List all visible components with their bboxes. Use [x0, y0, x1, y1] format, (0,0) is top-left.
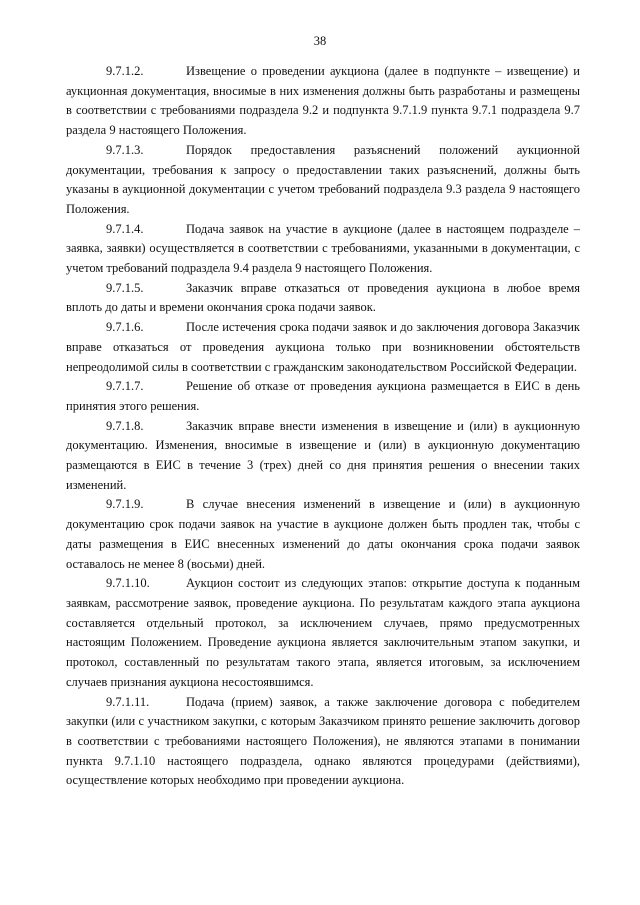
paragraph-9-7-1-5 — [66, 279, 580, 318]
paragraph-9-7-1-3 — [66, 141, 580, 220]
paragraph-9-7-1-11 — [66, 693, 580, 792]
paragraph-9-7-1-7 — [66, 377, 580, 416]
paragraph-9-7-1-4 — [66, 220, 580, 279]
paragraph-text: Заказчик вправе внести изменения в извещение и (или) в аукционную документацию. Изменения, вносимые в извещение и (или) в аукционную документацию размещаются в ЕИС в течение 3 (трех) дней со дня принятия решения о внесении таких изменений. — [66, 418, 580, 492]
paragraph-9-7-1-2 — [66, 62, 580, 141]
document-body — [66, 62, 580, 791]
paragraph-number: 9.7.1.6. — [106, 320, 144, 335]
paragraph-number: 9.7.1.5. — [106, 280, 144, 295]
paragraph-number: 9.7.1.3. — [106, 142, 144, 157]
paragraph-number: 9.7.1.10. — [106, 576, 150, 591]
paragraph-text: Решение об отказе от проведения аукциона размещается в ЕИС в день принятия этого решения. — [66, 379, 580, 413]
paragraph-text: После истечения срока подачи заявок и до заключения договора Заказчик вправе отказаться от проведения аукциона только при возникновении обстоятельств непреодолимой силы в соответствии с гражданским законодательством Российской Федерации. — [66, 320, 580, 374]
paragraph-text: Извещение о проведении аукциона (далее в подпункте – извещение) и аукционная документация, вносимые в них изменения должны быть разработаны и размещены в соответствии с требованиями подраздела 9.2 и подпункта 9.7.1.9 пункта 9.7.1 подраздела 9.7 раздела 9 настоящего Положения. — [66, 64, 580, 138]
paragraph-number: 9.7.1.8. — [106, 418, 144, 433]
paragraph-9-7-1-9 — [66, 495, 580, 574]
paragraph-number: 9.7.1.11. — [106, 694, 150, 709]
paragraph-text: Заказчик вправе отказаться от проведения аукциона в любое время вплоть до даты и времени окончания срока подачи заявок. — [66, 280, 580, 315]
page-number: 38 — [313, 34, 327, 48]
paragraph-text: В случае внесения изменений в извещение и (или) в аукционную документацию срок подачи заявок на участие в аукционе должен быть продлен так, чтобы с даты размещения в ЕИС внесенных изменений до даты окончания срока подачи заявок оставалось не менее 8 (восьми) дней. — [66, 497, 580, 571]
paragraph-9-7-1-8 — [66, 417, 580, 496]
paragraph-number: 9.7.1.9. — [106, 497, 144, 512]
paragraph-text: Порядок предоставления разъяснений положений аукционной документации, требования к запросу о предоставлении таких разъяснений, должны быть указаны в аукционной документации с учетом требований подраздела 9.3 раздела 9 настоящего Положения. — [66, 142, 580, 216]
paragraph-9-7-1-6 — [66, 318, 580, 377]
paragraph-text: Подача заявок на участие в аукционе (далее в настоящем подразделе – заявка, заявки) осуществляется в соответствии с требованиями, указанными в документации, с учетом требований подраздела 9.4 раздела 9 настоящего Положения. — [66, 221, 580, 276]
paragraph-9-7-1-10 — [66, 574, 580, 692]
paragraph-number: 9.7.1.7. — [106, 379, 144, 394]
paragraph-number: 9.7.1.4. — [106, 221, 144, 236]
paragraph-text: Аукцион состоит из следующих этапов: открытие доступа к поданным заявкам, рассмотрение заявок, проведение аукциона. По результатам каждого этапа аукциона составляется отдельный протокол, за исключением случаев, прямо предусмотренных настоящим Положением. Проведение аукциона является заключительным этапом закупки, и протокол, составленный по результатам такого этапа, является итоговым, за исключением случаев признания аукциона несостоявшимся. — [66, 576, 580, 689]
paragraph-text: Подача (прием) заявок, а также заключение договора с победителем закупки (или с участником закупки, с которым Заказчиком принято решение заключить договор в соответствии с требованиями настоящего Положения), не являются этапами в понимании пункта 9.7.1.10 настоящего подраздела, однако являются процедурами (действиями), осуществление которых необходимо при проведении аукциона. — [66, 694, 580, 788]
paragraph-number: 9.7.1.2. — [106, 64, 144, 78]
